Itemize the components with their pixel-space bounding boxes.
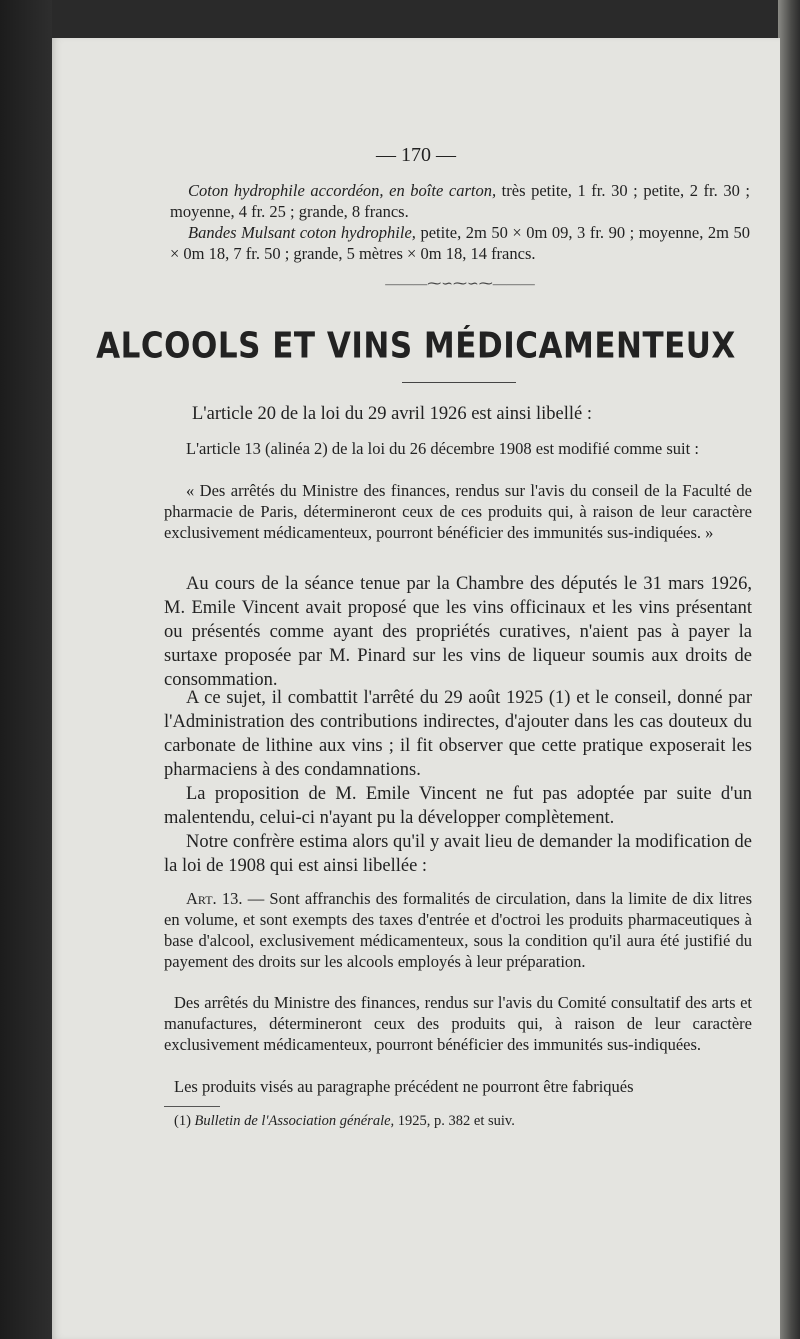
footnote-number: (1) [174, 1113, 195, 1129]
body-paragraph: Notre confrère estima alors qu'il y avait lieu de demander la modification de la loi de 1908 qui est ainsi libellée : [164, 832, 752, 876]
article-paragraph: Des arrêtés du Ministre des finances, rendus sur l'avis du Comité consultatif des arts et manufactures, détermineront ceux des produits qui, à raison de leur caractère exclusivement médicamenteux, pourront bénéficier des immunités sus-indiquées. [164, 993, 752, 1054]
footnote-reference: 1925, p. 382 et suiv. [394, 1113, 515, 1129]
scan-border-right [778, 0, 800, 1339]
body-paragraph: La proposition de M. Emile Vincent ne fut pas adoptée par suite d'un malentendu, celui-ci n'ayant pu la développer complètement. [164, 784, 752, 828]
footnote-rule [164, 1106, 220, 1107]
article-text: — Sont affranchis des formalités de circulation, dans la limite de dix litres en volume, et sont exempts des taxes d'entrée et d'octroi les produits pharmaceutiques à base d'alcool, exclusivement médicamenteux, sous la condition qu'il aura été justifié du payement des droits sur les alcools employés à leur préparation. [164, 889, 752, 971]
price-paragraph-bandes [170, 222, 750, 264]
footnote-source: Bulletin de l'Association générale, [194, 1113, 395, 1129]
scan-border-left [0, 0, 52, 1339]
section-title: ALCOOLS ET VINS MÉDICAMENTEUX [96, 325, 736, 367]
footnote [174, 1112, 734, 1130]
page-number: — 170 — [376, 144, 456, 166]
body-paragraph: Au cours de la séance tenue par la Chambre des députés le 31 mars 1926, M. Emile Vincent avait proposé que les vins officinaux et les vins présentant ou présentés comme ayant des propriétés curatives, n'aient pas à payer la surtaxe proposée par M. Pinard sur les vins de liqueur soumis aux droits de consommation. [164, 574, 752, 690]
product-name: Bandes Mulsant coton hydrophile, [188, 223, 416, 242]
article-13-paragraph [164, 888, 752, 972]
quoted-decree: « Des arrêtés du Ministre des finances, rendus sur l'avis du conseil de la Faculté de pharmacie de Paris, détermineront ceux de ces produits qui, à raison de leur caractère exclusivement médicamenteux, pourront bénéficier des immunités sus-indiquées. » [164, 481, 752, 542]
price-paragraph-coton [170, 180, 750, 222]
price-text: petite, 2m 50 × 0m 09, 3 fr. 90 ; moyenne, 2m 50 × 0m 18, 7 fr. 50 ; grande, 5 mètres × 0m 18, 14 francs. [170, 223, 750, 263]
ornament-divider: ———⁓∽⁓∽⁓——— [385, 277, 535, 292]
quoted-article-intro: L'article 13 (alinéa 2) de la loi du 26 décembre 1908 est modifié comme suit : [186, 439, 699, 458]
article-paragraph: Les produits visés au paragraphe précédent ne pourront être fabriqués [174, 1077, 634, 1096]
book-page [52, 38, 780, 1339]
product-name: Coton hydrophile accordéon, en boîte carton, [188, 181, 497, 200]
title-underline [402, 382, 516, 383]
body-paragraph: A ce sujet, il combattit l'arrêté du 29 août 1925 (1) et le conseil, donné par l'Administration des contributions indirectes, d'ajouter dans les cas douteux du carbonate de lithine aux vins ; il fit observer que cette pratique exposerait les pharmaciens à des condamnations. [164, 688, 752, 780]
intro-line: L'article 20 de la loi du 29 avril 1926 est ainsi libellé : [192, 404, 592, 424]
article-label: Art. 13. [186, 889, 243, 908]
price-text: très petite, 1 fr. 30 ; petite, 2 fr. 30 ; moyenne, 4 fr. 25 ; grande, 8 francs. [170, 181, 750, 221]
